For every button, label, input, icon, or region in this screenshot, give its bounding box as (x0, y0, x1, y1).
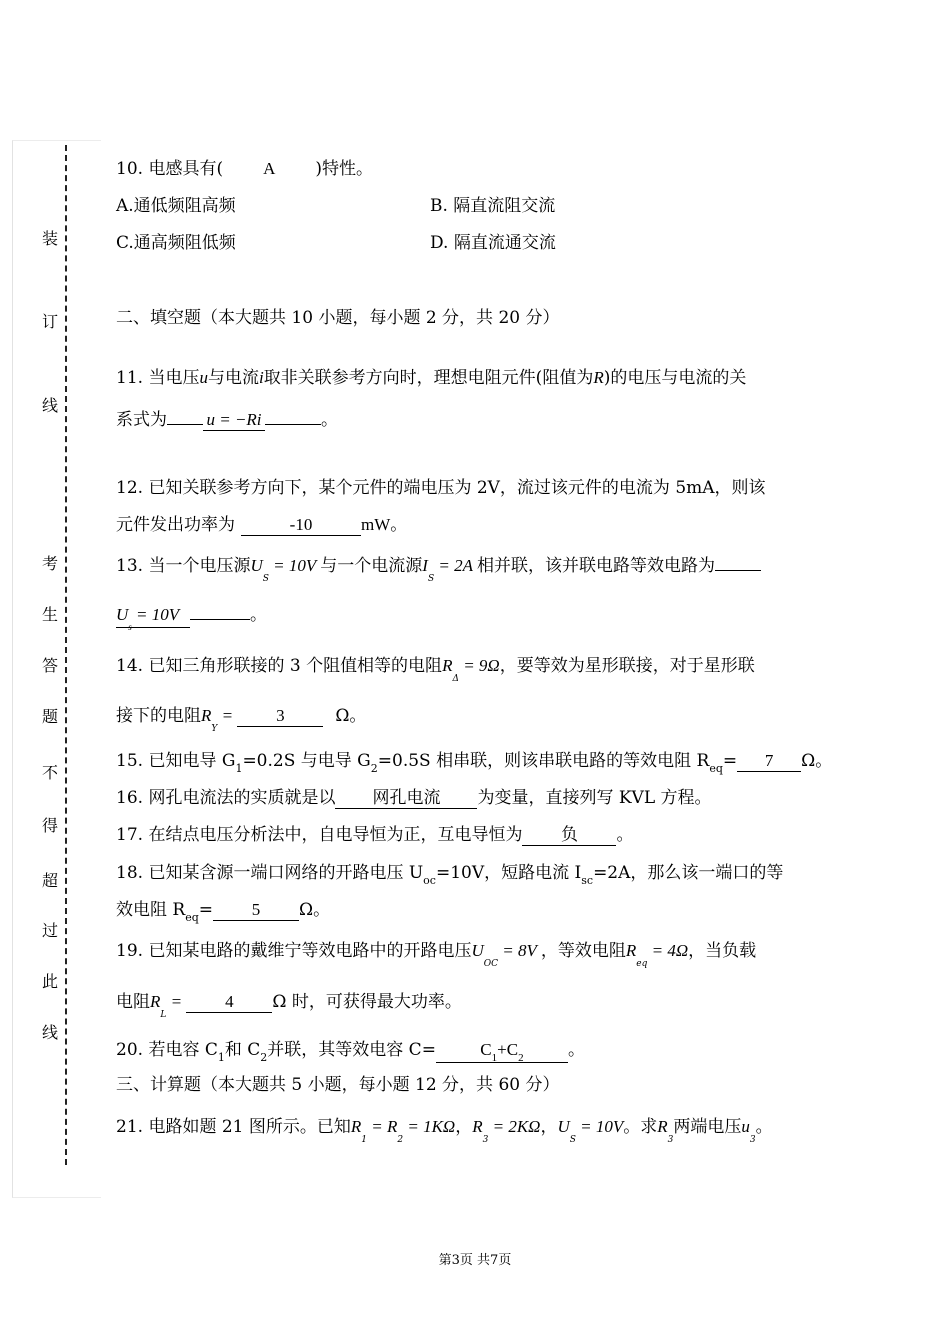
margin-char: 装 (41, 229, 58, 248)
question-19-line2: 电阻$R_L = 4$ Ω 时，可获得最大功率。 (116, 992, 462, 1020)
answer-14: 3 (237, 706, 323, 727)
question-13: 13. 当一个电压源$U_S = 10V$ 与一个电流源$I_S = 2A$ 相并联，该并联电路等效电路为 (116, 555, 761, 580)
answer-13: $U_s = 10V$ (116, 605, 190, 628)
answer-11: u = −Ri (203, 410, 265, 431)
section-heading: 二、填空题（本大题共 10 小题，每小题 2 分，共 20 分） (116, 308, 560, 328)
answer-18: 5 (213, 900, 299, 921)
option-row (116, 232, 236, 254)
margin-char: 线 (41, 1023, 58, 1042)
question-10: 10. 电感具有( A )特性。 (116, 159, 373, 179)
margin-char: 得 (41, 816, 58, 835)
question-11: 11. 当电压u与电流i取非关联参考方向时，理想电阻元件(阻值为R)的电压与电流的关 (116, 368, 747, 388)
margin-char: 此 (41, 972, 58, 991)
option-row (116, 195, 236, 217)
margin-char: 订 (41, 312, 58, 331)
answer-20: $C_1+C_2$ (436, 1040, 568, 1063)
question-19: 19. 已知某电路的戴维宁等效电路中的开路电压$U_{OC} = 8V$ ，等效电阻$R_{eq} = 4\Omega$，当负载 (116, 941, 757, 969)
answer-19: 4 (186, 992, 272, 1013)
question-20: 20. 若电容 $C_1$和 $C_2$并联，其等效电容 $C= C_1+C_2$ 。 (116, 1040, 585, 1064)
question-18-line2: 效电阻 $R_{eq}= 5$ Ω。 (116, 900, 331, 924)
answer-15: 7 (737, 751, 801, 772)
question-12-line2: 元件发出功率为 -10 mW。 (116, 515, 408, 535)
margin-char: 生 (41, 605, 58, 624)
question-16: 16. 网孔电流法的实质就是以 网孔电流 为变量，直接列写 KVL 方程。 (116, 788, 712, 808)
margin-char: 考 (41, 554, 58, 573)
answer-17: 负 (522, 825, 616, 846)
question-18: 18. 已知某含源一端口网络的开路电压 $U_{oc}=10V$，短路电流 $I_{sc}=2A$，那么该一端口的等 (116, 863, 784, 887)
answer-16: 网孔电流 (335, 788, 477, 809)
page-footer: 第3页 共7页 (438, 1253, 512, 1268)
margin-char: 答 (41, 656, 58, 675)
margin-char: 线 (41, 396, 58, 415)
margin-char: 过 (41, 921, 58, 940)
question-21: 21. 电路如题 21 图所示。已知$R_1 = R_2 = 1K\Omega$，$R_3 = 2K\Omega$，$U_S = 10V$。求$R_3$两端电压$u_3$。 (116, 1117, 773, 1145)
question-11-line2: 系式为 u = −Ri 。 (116, 410, 338, 430)
option-d: D. 隔直流通交流 (430, 233, 556, 253)
option-c: C.通高频阻低频 (116, 233, 236, 253)
option-b: B. 隔直流阻交流 (430, 196, 556, 216)
margin-char: 题 (41, 707, 58, 726)
binding-dashed-line (65, 145, 67, 1165)
question-17: 17. 在结点电压分析法中，自电导恒为正，互电导恒为 负 。 (116, 825, 634, 845)
section-heading: 三、计算题（本大题共 5 小题，每小题 12 分，共 60 分） (116, 1075, 560, 1095)
option-a: A.通低频阻高频 (116, 196, 236, 216)
answer-10: A (263, 159, 276, 178)
margin-char: 超 (41, 871, 58, 890)
question-14-line2: 接下的电阻$R_Y = 3$ Ω。 (116, 706, 367, 734)
question-12: 12. 已知关联参考方向下，某个元件的端电压为 2V，流过该元件的电流为 5mA，则该 (116, 478, 766, 498)
margin-char: 不 (41, 763, 58, 782)
question-13-line2: $U_s = 10V$ 。 (116, 605, 267, 632)
question-15: 15. 已知电导 $G_1=0.2S$ 与电导 $G_2=0.5S$ 相串联，则该串联电路的等效电阻 $R_{eq}= 7$ Ω。 (116, 751, 833, 775)
question-14: 14. 已知三角形联接的 3 个阻值相等的电阻$R_\Delta = 9\Omega$，要等效为星形联接，对于星形联 (116, 656, 755, 684)
answer-12: -10 (241, 515, 361, 536)
